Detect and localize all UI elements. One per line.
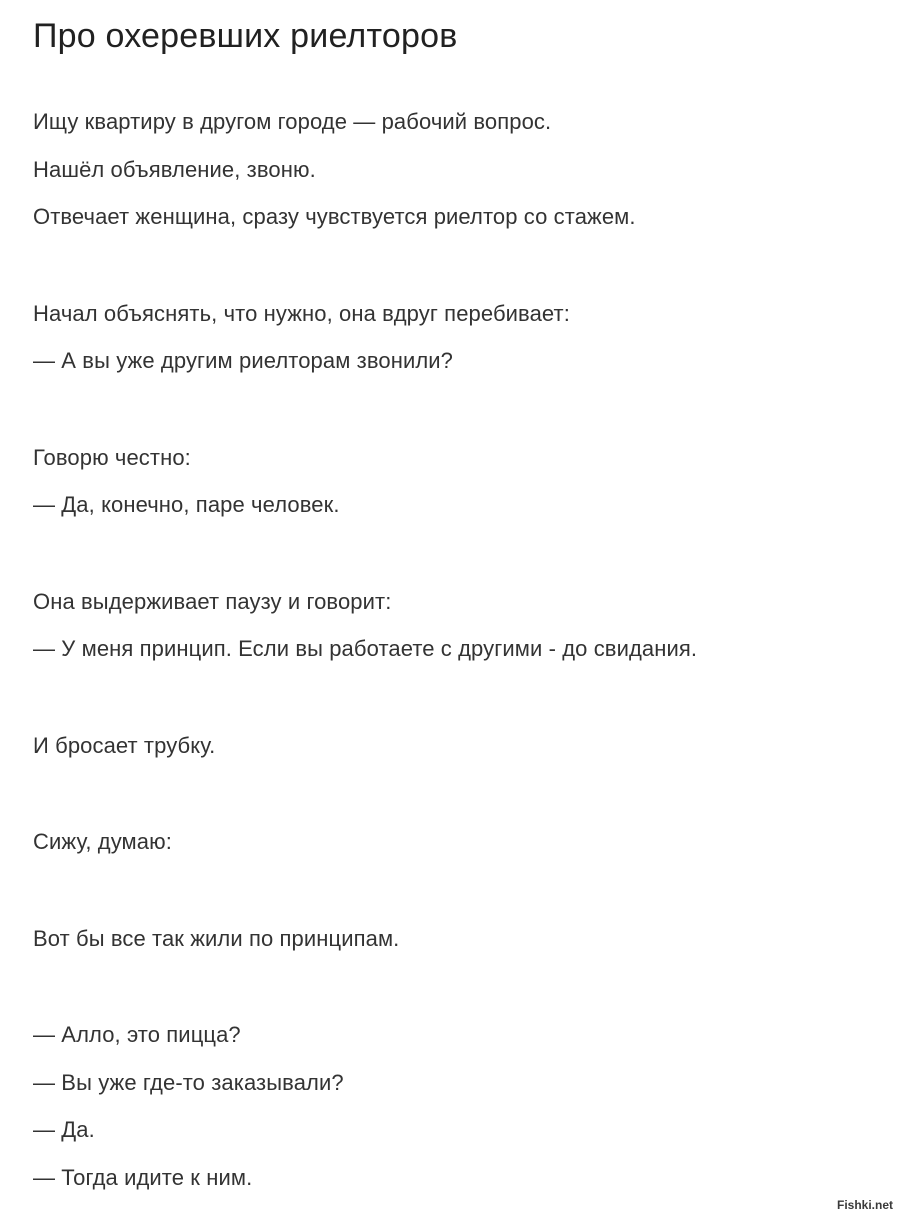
paragraph-group bbox=[33, 434, 874, 529]
story-line: — Да. bbox=[33, 1117, 95, 1142]
story-line: Ищу квартиру в другом городе — рабочий вопрос. bbox=[33, 109, 552, 134]
page-title: Про охеревших риелторов bbox=[33, 17, 458, 55]
paragraph-group bbox=[33, 290, 874, 385]
site-watermark: Fishki.net bbox=[836, 1198, 893, 1212]
paragraph-group bbox=[33, 915, 874, 963]
story-line: Говорю честно: bbox=[33, 444, 191, 470]
story-line: — Да, конечно, паре человек. bbox=[33, 492, 340, 517]
story-line: — Тогда идите к ним. bbox=[33, 1164, 253, 1190]
story-line: Отвечает женщина, сразу чувствуется риелтор со стажем. bbox=[33, 204, 636, 229]
story-line: — Алло, это пицца? bbox=[33, 1022, 241, 1047]
story bbox=[33, 98, 874, 1201]
story-line: — Вы уже где-то заказывали? bbox=[33, 1069, 344, 1095]
story-line: Начал объяснять, что нужно, она вдруг перебивает: bbox=[33, 300, 570, 326]
paragraph-group bbox=[33, 98, 874, 241]
story-line: — У меня принцип. Если вы работаете с другими - до свидания. bbox=[33, 636, 698, 661]
paragraph-group bbox=[33, 1011, 874, 1201]
story-line: Сижу, думаю: bbox=[33, 829, 172, 854]
story-line: — А вы уже другим риелторам звонили? bbox=[33, 348, 453, 373]
paragraph-group bbox=[33, 818, 874, 866]
paragraph-group bbox=[33, 578, 874, 673]
story-line: И бросает трубку. bbox=[33, 732, 216, 758]
story-line: Нашёл объявление, звоню. bbox=[33, 156, 316, 182]
paragraph-group bbox=[33, 722, 874, 770]
story-line: Вот бы все так жили по принципам. bbox=[33, 925, 400, 951]
story-line: Она выдерживает паузу и говорит: bbox=[33, 588, 392, 614]
